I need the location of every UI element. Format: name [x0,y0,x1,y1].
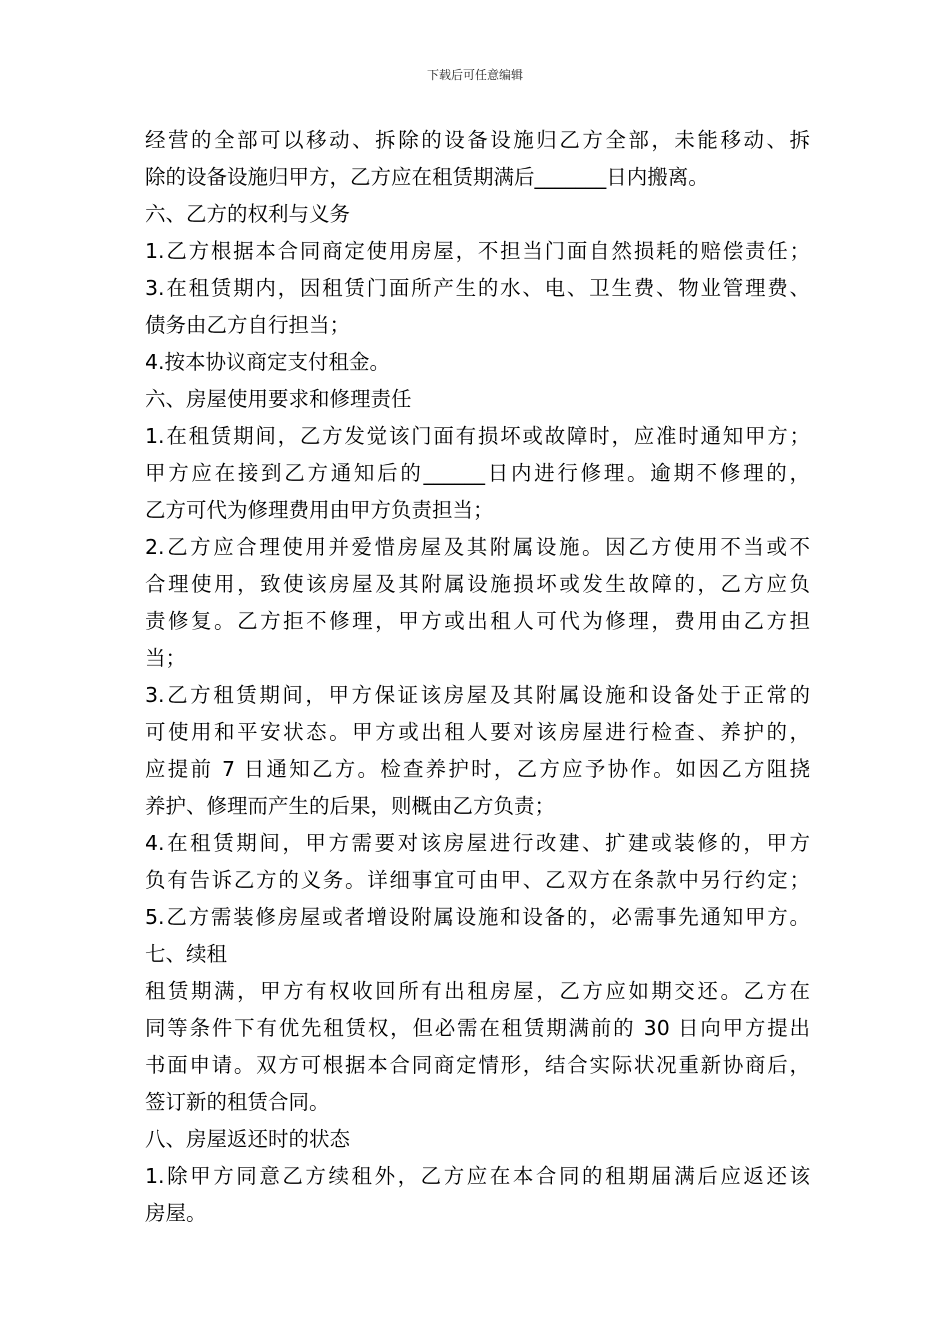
text-line: 除的设备设施归甲方，乙方应在租赁期满后_______日内搬离。 [145,165,709,189]
text-line: 当； [145,646,186,670]
text-line: 同等条件下有优先租赁权，但必需在租赁期满前的 30 日向甲方提出 [145,1016,810,1040]
text-line: 七、续租 [145,942,227,966]
text-line: 六、房屋使用要求和修理责任 [145,387,412,411]
text-line: 六、乙方的权利与义务 [145,202,350,226]
page-header: 下载后可任意编辑 [426,68,523,82]
text-line: 甲方应在接到乙方通知后的______日内进行修理。逾期不修理的， [145,461,810,485]
text-line: 1.除甲方同意乙方续租外，乙方应在本合同的租期届满后应返还该 [145,1164,810,1188]
text-line: 责修复。乙方拒不修理，甲方或出租人可代为修理，费用由乙方担 [145,609,810,633]
text-line: 负有告诉乙方的义务。详细事宜可由甲、乙双方在条款中另行约定； [145,868,810,892]
text-line: 养护、修理而产生的后果，则概由乙方负责； [145,794,555,818]
text-line: 1.在租赁期间，乙方发觉该门面有损坏或故障时，应准时通知甲方； [145,424,810,448]
text-line: 签订新的租赁合同。 [145,1090,330,1114]
text-line: 八、房屋返还时的状态 [145,1127,350,1151]
text-line: 3.在租赁期内，因租赁门面所产生的水、电、卫生费、物业管理费、 [145,276,810,300]
text-line: 可使用和平安状态。甲方或出租人要对该房屋进行检查、养护的， [145,720,810,744]
text-line: 房屋。 [145,1201,207,1225]
text-line: 租赁期满，甲方有权收回所有出租房屋，乙方应如期交还。乙方在 [145,979,810,1003]
text-line: 2.乙方应合理使用并爱惜房屋及其附属设施。因乙方使用不当或不 [145,535,810,559]
text-line: 债务由乙方自行担当； [145,313,350,337]
text-line: 4.在租赁期间，甲方需要对该房屋进行改建、扩建或装修的，甲方 [145,831,810,855]
document-body [145,122,810,1232]
text-line: 合理使用，致使该房屋及其附属设施损坏或发生故障的，乙方应负 [145,572,810,596]
text-line: 5.乙方需装修房屋或者增设附属设施和设备的，必需事先通知甲方。 [145,905,810,929]
text-line: 应提前 7 日通知乙方。检查养护时，乙方应予协作。如因乙方阻挠 [145,757,810,781]
text-line: 4.按本协议商定支付租金。 [145,350,391,374]
text-line: 1.乙方根据本合同商定使用房屋，不担当门面自然损耗的赔偿责任； [145,239,810,263]
text-line: 书面申请。双方可根据本合同商定情形，结合实际状况重新协商后， [145,1053,810,1077]
text-line: 经营的全部可以移动、拆除的设备设施归乙方全部，未能移动、拆 [145,128,810,152]
text-line: 3.乙方租赁期间，甲方保证该房屋及其附属设施和设备处于正常的 [145,683,810,707]
text-line: 乙方可代为修理费用由甲方负责担当； [145,498,494,522]
